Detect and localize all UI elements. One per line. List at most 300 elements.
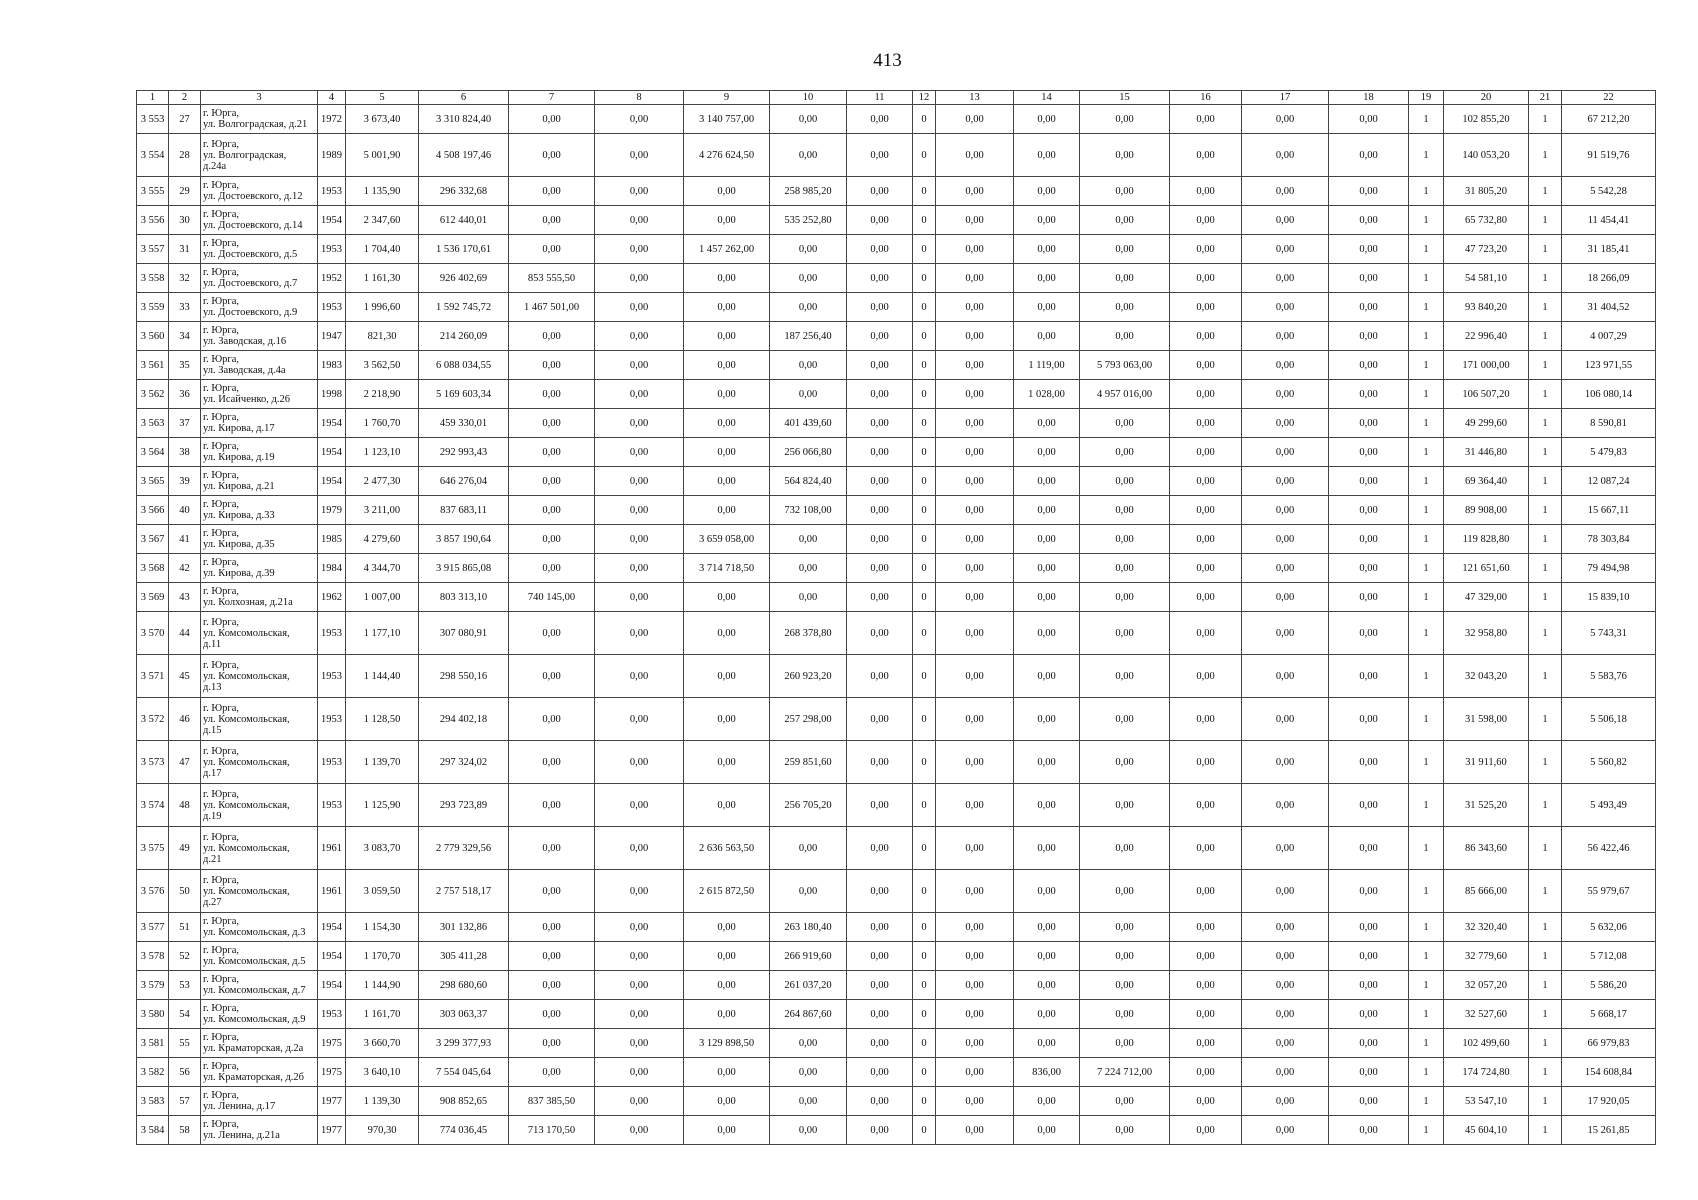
table-cell: 0,00 (936, 971, 1014, 1000)
table-cell: 0,00 (595, 1000, 684, 1029)
table-cell: 3 059,50 (346, 870, 419, 913)
table-cell: 22 996,40 (1444, 322, 1529, 351)
table-cell: 1 704,40 (346, 235, 419, 264)
table-cell: 0,00 (1170, 698, 1242, 741)
address-line: г. Юрга, (203, 325, 240, 336)
table-cell: 0,00 (1170, 942, 1242, 971)
table-cell: 0,00 (1080, 870, 1170, 913)
table-cell: 1 (1529, 698, 1562, 741)
table-cell: 0,00 (1329, 293, 1409, 322)
table-cell: 0,00 (595, 741, 684, 784)
table-cell: 0,00 (1170, 293, 1242, 322)
table-cell: 48 (169, 784, 201, 827)
table-cell: 0,00 (1329, 1116, 1409, 1145)
table-cell: 2 347,60 (346, 206, 419, 235)
table-cell: 47 723,20 (1444, 235, 1529, 264)
address-line: ул. Волгоградская, (203, 149, 287, 161)
table-cell: 1 (1529, 235, 1562, 264)
table-cell: 0,00 (1242, 870, 1329, 913)
table-cell: 293 723,89 (419, 784, 509, 827)
table-cell: 55 979,67 (1562, 870, 1656, 913)
table-cell: 0,00 (1014, 554, 1080, 583)
table-cell: 0,00 (1014, 293, 1080, 322)
table-cell: 1 (1529, 741, 1562, 784)
table-row (137, 409, 1656, 438)
table-cell: 0,00 (936, 264, 1014, 293)
address-cell (201, 235, 318, 264)
table-cell: 0,00 (847, 942, 913, 971)
table-cell: 91 519,76 (1562, 134, 1656, 177)
address-line: ул. Достоевского, д.9 (203, 307, 298, 318)
address-line: ул. Комсомольская, д.5 (203, 956, 306, 967)
table-cell: 0,00 (1170, 105, 1242, 134)
table-cell: 1 (1409, 496, 1444, 525)
table-cell: 33 (169, 293, 201, 322)
table-cell: 0,00 (936, 467, 1014, 496)
table-cell: 0 (913, 206, 936, 235)
table-cell: 53 (169, 971, 201, 1000)
table-cell: 0,00 (1242, 612, 1329, 655)
table-cell: 0,00 (1014, 870, 1080, 913)
table-cell: 0 (913, 784, 936, 827)
address-cell (201, 380, 318, 409)
table-cell: 0,00 (684, 351, 770, 380)
address-line: ул. Исайченко, д.26 (203, 394, 291, 405)
table-row (137, 971, 1656, 1000)
table-cell: 0,00 (1329, 525, 1409, 554)
table-cell: 57 (169, 1087, 201, 1116)
table-cell: 0,00 (509, 1029, 595, 1058)
table-cell: 0,00 (1242, 1116, 1329, 1145)
table-cell: 0 (913, 870, 936, 913)
address-line: д.24а (203, 160, 227, 172)
table-cell: 52 (169, 942, 201, 971)
table-cell: 1 996,60 (346, 293, 419, 322)
table-cell: 1 (1409, 235, 1444, 264)
table-cell: 0,00 (1329, 496, 1409, 525)
table-cell: 1954 (318, 206, 346, 235)
table-cell: 1 (1409, 827, 1444, 870)
table-cell: 1 (1409, 525, 1444, 554)
table-cell: 32 320,40 (1444, 913, 1529, 942)
table-cell: 0,00 (1080, 827, 1170, 870)
table-cell: 0,00 (1014, 177, 1080, 206)
address-line: г. Юрга, (203, 874, 240, 886)
table-cell: 1 457 262,00 (684, 235, 770, 264)
table-cell: 0,00 (936, 1029, 1014, 1058)
table-cell: 65 732,80 (1444, 206, 1529, 235)
table-cell: 50 (169, 870, 201, 913)
table-cell: 0,00 (770, 583, 847, 612)
column-header: 12 (913, 91, 936, 105)
table-cell: 0,00 (847, 1087, 913, 1116)
table-cell: 837 385,50 (509, 1087, 595, 1116)
table-cell: 5 506,18 (1562, 698, 1656, 741)
table-cell: 258 985,20 (770, 177, 847, 206)
table-cell: 294 402,18 (419, 698, 509, 741)
table-cell: 31 185,41 (1562, 235, 1656, 264)
table-cell: 119 828,80 (1444, 525, 1529, 554)
table-cell: 47 (169, 741, 201, 784)
address-line: ул. Волгоградская, д.21 (203, 119, 308, 130)
address-line: г. Юрга, (203, 180, 240, 191)
address-cell (201, 827, 318, 870)
table-cell: 0,00 (1242, 655, 1329, 698)
table-cell: 0,00 (1170, 1000, 1242, 1029)
address-cell (201, 1000, 318, 1029)
table-cell: 1 (1409, 583, 1444, 612)
address-line: г. Юрга, (203, 745, 240, 757)
table-cell: 0,00 (847, 438, 913, 467)
table-cell: 12 087,24 (1562, 467, 1656, 496)
table-cell: 0,00 (1170, 351, 1242, 380)
table-cell: 3 083,70 (346, 827, 419, 870)
address-line: д.19 (203, 810, 222, 822)
table-cell: 69 364,40 (1444, 467, 1529, 496)
table-cell: 3 580 (137, 1000, 169, 1029)
table-cell: 1 028,00 (1014, 380, 1080, 409)
table-cell: 0,00 (770, 870, 847, 913)
table-cell: 1 (1529, 583, 1562, 612)
table-cell: 0,00 (936, 525, 1014, 554)
table-cell: 1 161,70 (346, 1000, 419, 1029)
table-cell: 1 123,10 (346, 438, 419, 467)
table-cell: 1954 (318, 942, 346, 971)
table-cell: 5 493,49 (1562, 784, 1656, 827)
address-line: ул. Ленина, д.21а (203, 1130, 280, 1141)
table-cell: 0,00 (1242, 583, 1329, 612)
table-cell: 0,00 (1329, 177, 1409, 206)
column-header: 2 (169, 91, 201, 105)
table-cell: 3 571 (137, 655, 169, 698)
table-cell: 0,00 (936, 235, 1014, 264)
table-cell: 3 640,10 (346, 1058, 419, 1087)
table-cell: 1953 (318, 784, 346, 827)
table-cell: 0,00 (595, 467, 684, 496)
table-cell: 264 867,60 (770, 1000, 847, 1029)
table-cell: 0,00 (1170, 1087, 1242, 1116)
address-line: ул. Краматорская, д.2б (203, 1072, 305, 1083)
table-cell: 1 (1529, 870, 1562, 913)
table-cell: 564 824,40 (770, 467, 847, 496)
table-cell: 0,00 (1242, 554, 1329, 583)
table-cell: 0,00 (1080, 177, 1170, 206)
table-cell: 0,00 (1329, 409, 1409, 438)
address-line: г. Юрга, (203, 1032, 240, 1043)
table-cell: 1 (1409, 293, 1444, 322)
address-line: ул. Кирова, д.35 (203, 539, 275, 550)
table-cell: 32 779,60 (1444, 942, 1529, 971)
table-cell: 1 (1529, 293, 1562, 322)
table-cell: 3 140 757,00 (684, 105, 770, 134)
table-cell: 256 066,80 (770, 438, 847, 467)
table-cell: 1 (1409, 322, 1444, 351)
table-cell: 0,00 (770, 235, 847, 264)
table-cell: 0,00 (595, 655, 684, 698)
table-cell: 0,00 (1242, 322, 1329, 351)
table-cell: 0 (913, 655, 936, 698)
table-cell: 1 (1409, 741, 1444, 784)
table-cell: 0,00 (509, 827, 595, 870)
address-cell (201, 206, 318, 235)
table-cell: 0,00 (1014, 1087, 1080, 1116)
table-cell: 0,00 (684, 293, 770, 322)
table-cell: 49 (169, 827, 201, 870)
table-cell: 5 560,82 (1562, 741, 1656, 784)
table-cell: 3 569 (137, 583, 169, 612)
table-cell: 0,00 (1242, 496, 1329, 525)
table-cell: 1 (1409, 1087, 1444, 1116)
table-cell: 0,00 (595, 206, 684, 235)
table-cell: 0,00 (684, 438, 770, 467)
table-row (137, 467, 1656, 496)
table-cell: 1 170,70 (346, 942, 419, 971)
address-cell (201, 105, 318, 134)
table-cell: 4 007,29 (1562, 322, 1656, 351)
address-line: ул. Комсомольская, (203, 670, 290, 682)
table-cell: 0,00 (595, 496, 684, 525)
address-cell (201, 322, 318, 351)
table-cell: 0,00 (1329, 612, 1409, 655)
table-cell: 1 (1409, 942, 1444, 971)
table-cell: 3 581 (137, 1029, 169, 1058)
table-cell: 0,00 (936, 1116, 1014, 1145)
table-cell: 0,00 (595, 1116, 684, 1145)
table-cell: 0,00 (1170, 380, 1242, 409)
address-line: г. Юрга, (203, 238, 240, 249)
table-cell: 31 525,20 (1444, 784, 1529, 827)
table-cell: 0,00 (770, 554, 847, 583)
table-cell: 3 583 (137, 1087, 169, 1116)
table-cell: 1 139,70 (346, 741, 419, 784)
table-cell: 0,00 (936, 698, 1014, 741)
table-cell: 0,00 (1242, 784, 1329, 827)
address-line: ул. Колхозная, д.21а (203, 597, 293, 608)
table-cell: 0,00 (1080, 206, 1170, 235)
table-cell: 0,00 (1080, 554, 1170, 583)
table-row (137, 525, 1656, 554)
table-cell: 1 (1529, 827, 1562, 870)
table-cell: 0,00 (595, 409, 684, 438)
table-cell: 0,00 (1329, 655, 1409, 698)
table-cell: 1 (1529, 496, 1562, 525)
table-cell: 54 (169, 1000, 201, 1029)
table-cell: 0,00 (936, 741, 1014, 784)
table-cell: 53 547,10 (1444, 1087, 1529, 1116)
table-row (137, 942, 1656, 971)
table-cell: 0,00 (1080, 971, 1170, 1000)
table-cell: 0,00 (1242, 409, 1329, 438)
table-cell: 1 (1529, 1029, 1562, 1058)
table-cell: 0,00 (684, 784, 770, 827)
table-cell: 0,00 (1080, 409, 1170, 438)
table-cell: 0,00 (1014, 264, 1080, 293)
table-cell: 970,30 (346, 1116, 419, 1145)
table-cell: 0,00 (1014, 583, 1080, 612)
column-header: 17 (1242, 91, 1329, 105)
table-cell: 0,00 (847, 380, 913, 409)
address-cell (201, 784, 318, 827)
table-cell: 0,00 (509, 496, 595, 525)
table-cell: 27 (169, 105, 201, 134)
table-cell: 0,00 (847, 1000, 913, 1029)
table-cell: 0,00 (684, 741, 770, 784)
table-cell: 2 779 329,56 (419, 827, 509, 870)
table-cell: 1 (1529, 177, 1562, 206)
table-cell: 303 063,37 (419, 1000, 509, 1029)
table-cell: 0,00 (1170, 741, 1242, 784)
table-cell: 1 (1409, 612, 1444, 655)
table-cell: 1 (1409, 409, 1444, 438)
table-cell: 0,00 (1080, 913, 1170, 942)
address-line: г. Юрга, (203, 138, 240, 150)
table-cell: 0,00 (509, 554, 595, 583)
table-cell: 18 266,09 (1562, 264, 1656, 293)
table-cell: 30 (169, 206, 201, 235)
table-cell: 1 (1409, 784, 1444, 827)
table-cell: 1 (1409, 467, 1444, 496)
table-cell: 0 (913, 525, 936, 554)
table-cell: 85 666,00 (1444, 870, 1529, 913)
table-cell: 3 553 (137, 105, 169, 134)
table-cell: 31 805,20 (1444, 177, 1529, 206)
address-line: г. Юрга, (203, 557, 240, 568)
table-cell: 1954 (318, 409, 346, 438)
table-cell: 0,00 (1329, 870, 1409, 913)
table-cell: 0,00 (936, 583, 1014, 612)
table-cell: 0 (913, 741, 936, 784)
table-cell: 0,00 (936, 784, 1014, 827)
table-cell: 0,00 (1242, 1058, 1329, 1087)
table-cell: 1 (1409, 870, 1444, 913)
table-cell: 0,00 (1014, 1116, 1080, 1145)
table-cell: 1 (1529, 1058, 1562, 1087)
table-cell: 0,00 (595, 971, 684, 1000)
table-cell: 1953 (318, 235, 346, 264)
table-cell: 3 299 377,93 (419, 1029, 509, 1058)
address-cell (201, 870, 318, 913)
address-line: г. Юрга, (203, 108, 240, 119)
table-cell: 15 839,10 (1562, 583, 1656, 612)
address-line: г. Юрга, (203, 916, 240, 927)
table-cell: 0,00 (1014, 612, 1080, 655)
table-cell: 0,00 (936, 177, 1014, 206)
address-line: г. Юрга, (203, 209, 240, 220)
table-cell: 0,00 (770, 134, 847, 177)
table-cell: 0,00 (595, 351, 684, 380)
address-line: г. Юрга, (203, 296, 240, 307)
table-cell: 0 (913, 1087, 936, 1116)
table-cell: 459 330,01 (419, 409, 509, 438)
address-line: ул. Комсомольская, (203, 627, 290, 639)
table-cell: 46 (169, 698, 201, 741)
address-cell (201, 554, 318, 583)
table-cell: 0,00 (595, 1058, 684, 1087)
table-cell: 3 660,70 (346, 1029, 419, 1058)
address-line: г. Юрга, (203, 586, 240, 597)
table-cell: 1977 (318, 1116, 346, 1145)
table-cell: 1953 (318, 698, 346, 741)
address-cell (201, 1029, 318, 1058)
table-cell: 0,00 (595, 583, 684, 612)
table-cell: 3 310 824,40 (419, 105, 509, 134)
table-cell: 32 057,20 (1444, 971, 1529, 1000)
table-cell: 1 177,10 (346, 612, 419, 655)
table-cell: 0,00 (509, 525, 595, 554)
table-cell: 0,00 (509, 655, 595, 698)
table-cell: 297 324,02 (419, 741, 509, 784)
table-cell: 0,00 (1170, 655, 1242, 698)
address-line: г. Юрга, (203, 1003, 240, 1014)
table-cell: 1 161,30 (346, 264, 419, 293)
table-cell: 1 (1529, 409, 1562, 438)
table-cell: 2 615 872,50 (684, 870, 770, 913)
table-cell: 1953 (318, 612, 346, 655)
table-cell: 0,00 (936, 438, 1014, 467)
table-cell: 837 683,11 (419, 496, 509, 525)
table-cell: 0,00 (847, 612, 913, 655)
table-cell: 3 558 (137, 264, 169, 293)
table-cell: 0,00 (1014, 235, 1080, 264)
address-line: г. Юрга, (203, 831, 240, 843)
address-line: г. Юрга, (203, 441, 240, 452)
table-cell: 3 659 058,00 (684, 525, 770, 554)
table-cell: 0,00 (847, 655, 913, 698)
table-cell: 106 507,20 (1444, 380, 1529, 409)
table-cell: 1998 (318, 380, 346, 409)
table-cell: 0,00 (1080, 438, 1170, 467)
table-cell: 0,00 (684, 942, 770, 971)
table-cell: 0,00 (1242, 467, 1329, 496)
table-cell: 1962 (318, 583, 346, 612)
address-line: ул. Комсомольская, (203, 713, 290, 725)
table-row (137, 870, 1656, 913)
table-cell: 3 574 (137, 784, 169, 827)
table-cell: 41 (169, 525, 201, 554)
table-cell: 0,00 (936, 380, 1014, 409)
table-cell: 0 (913, 942, 936, 971)
address-cell (201, 1058, 318, 1087)
table-cell: 0,00 (509, 913, 595, 942)
table-cell: 1 (1529, 380, 1562, 409)
address-cell (201, 698, 318, 741)
table-cell: 2 218,90 (346, 380, 419, 409)
table-row (137, 438, 1656, 467)
table-cell: 0,00 (1014, 134, 1080, 177)
address-line: ул. Комсомольская, д.7 (203, 985, 306, 996)
table-cell: 1 (1529, 1087, 1562, 1116)
table-cell: 0,00 (1014, 1000, 1080, 1029)
table-cell: 0,00 (1080, 1116, 1170, 1145)
table-cell: 0,00 (509, 105, 595, 134)
table-row (137, 913, 1656, 942)
table-cell: 5 712,08 (1562, 942, 1656, 971)
table-cell: 0,00 (595, 525, 684, 554)
table-cell: 301 132,86 (419, 913, 509, 942)
table-cell: 0,00 (770, 827, 847, 870)
table-cell: 0,00 (936, 293, 1014, 322)
table-cell: 0,00 (1242, 1029, 1329, 1058)
table-cell: 1954 (318, 971, 346, 1000)
table-cell: 1979 (318, 496, 346, 525)
table-cell: 0,00 (770, 105, 847, 134)
table-cell: 1972 (318, 105, 346, 134)
table-cell: 0,00 (847, 913, 913, 942)
table-cell: 0,00 (936, 827, 1014, 870)
column-header: 9 (684, 91, 770, 105)
table-cell: 0,00 (770, 380, 847, 409)
header-row (137, 91, 1656, 105)
